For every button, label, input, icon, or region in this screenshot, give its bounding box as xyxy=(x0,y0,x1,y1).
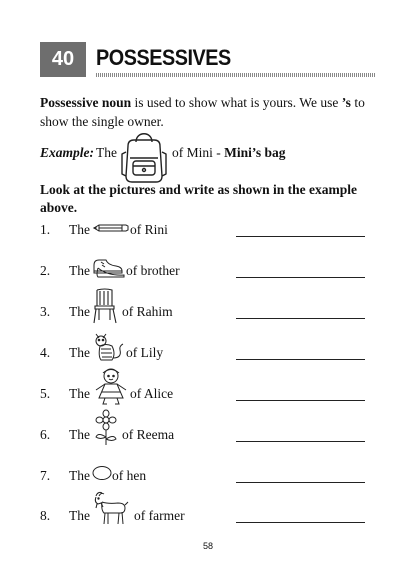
item-the: The xyxy=(69,304,90,319)
item-number: 3. xyxy=(40,304,51,319)
exercise-item-3 xyxy=(40,296,376,326)
intro-text-before: is used to show what is yours. We use xyxy=(131,95,342,110)
answer-line[interactable] xyxy=(236,318,365,319)
answer-line[interactable] xyxy=(236,277,365,278)
answer-line[interactable] xyxy=(236,522,365,523)
item-rest: of Rini xyxy=(130,222,168,237)
exercise-item-2 xyxy=(40,255,376,285)
item-the: The xyxy=(69,427,90,442)
doll-icon xyxy=(92,366,130,406)
exercise-item-5 xyxy=(40,378,376,408)
item-number: 5. xyxy=(40,386,51,401)
item-the: The xyxy=(69,345,90,360)
answer-line[interactable] xyxy=(236,359,365,360)
answer-line[interactable] xyxy=(236,236,365,237)
egg-icon xyxy=(92,465,112,481)
item-rest: of Reema xyxy=(122,427,175,442)
exercise-item-7 xyxy=(40,460,376,490)
example-line xyxy=(40,128,380,188)
item-the: The xyxy=(69,222,90,237)
example-rest-text: of Mini - xyxy=(172,145,225,160)
example-answer: Mini’s bag xyxy=(224,145,286,160)
item-rest: of Alice xyxy=(130,386,174,401)
intro-paragraph xyxy=(40,93,380,131)
lesson-number: 40 xyxy=(40,42,86,77)
exercise-item-6 xyxy=(40,419,376,449)
answer-line[interactable] xyxy=(236,482,365,483)
example-rest xyxy=(172,145,286,161)
item-number: 1. xyxy=(40,222,51,237)
item-rest: of Lily xyxy=(126,345,164,360)
item-the: The xyxy=(69,263,90,278)
item-number: 4. xyxy=(40,345,51,360)
exercise-item-8 xyxy=(40,500,376,530)
shoes-icon xyxy=(92,257,126,279)
item-number: 8. xyxy=(40,508,51,523)
title-rule xyxy=(96,73,376,77)
example-the: The xyxy=(96,145,117,160)
item-number: 6. xyxy=(40,427,51,442)
school-bag-icon xyxy=(120,128,168,184)
lesson-header xyxy=(40,42,376,77)
item-rest: of farmer xyxy=(134,508,185,523)
exercise-item-1 xyxy=(40,214,376,244)
goat-icon xyxy=(92,490,130,526)
item-rest: of Rahim xyxy=(122,304,173,319)
item-the: The xyxy=(69,468,90,483)
intro-term: Possessive noun xyxy=(40,95,132,110)
intro-text-after: to show the single owner. xyxy=(40,95,365,129)
cat-icon xyxy=(92,330,126,362)
answer-line[interactable] xyxy=(236,441,365,442)
answer-line[interactable] xyxy=(236,400,365,401)
item-number: 7. xyxy=(40,468,51,483)
item-number: 2. xyxy=(40,263,51,278)
item-the: The xyxy=(69,508,90,523)
exercise-item-4 xyxy=(40,337,376,367)
lesson-title: POSSESSIVES xyxy=(96,45,231,70)
page-number: 58 xyxy=(202,541,213,551)
example-label: Example: xyxy=(40,145,94,160)
flower-icon xyxy=(92,410,120,446)
item-rest: of hen xyxy=(112,468,147,483)
chair-icon xyxy=(92,288,118,324)
intro-marker: ’s xyxy=(341,95,351,110)
item-rest: of brother xyxy=(126,263,180,278)
pencil-icon xyxy=(92,222,130,234)
instructions: Look at the pictures and write as shown in the example above. xyxy=(40,182,358,215)
item-the: The xyxy=(69,386,90,401)
